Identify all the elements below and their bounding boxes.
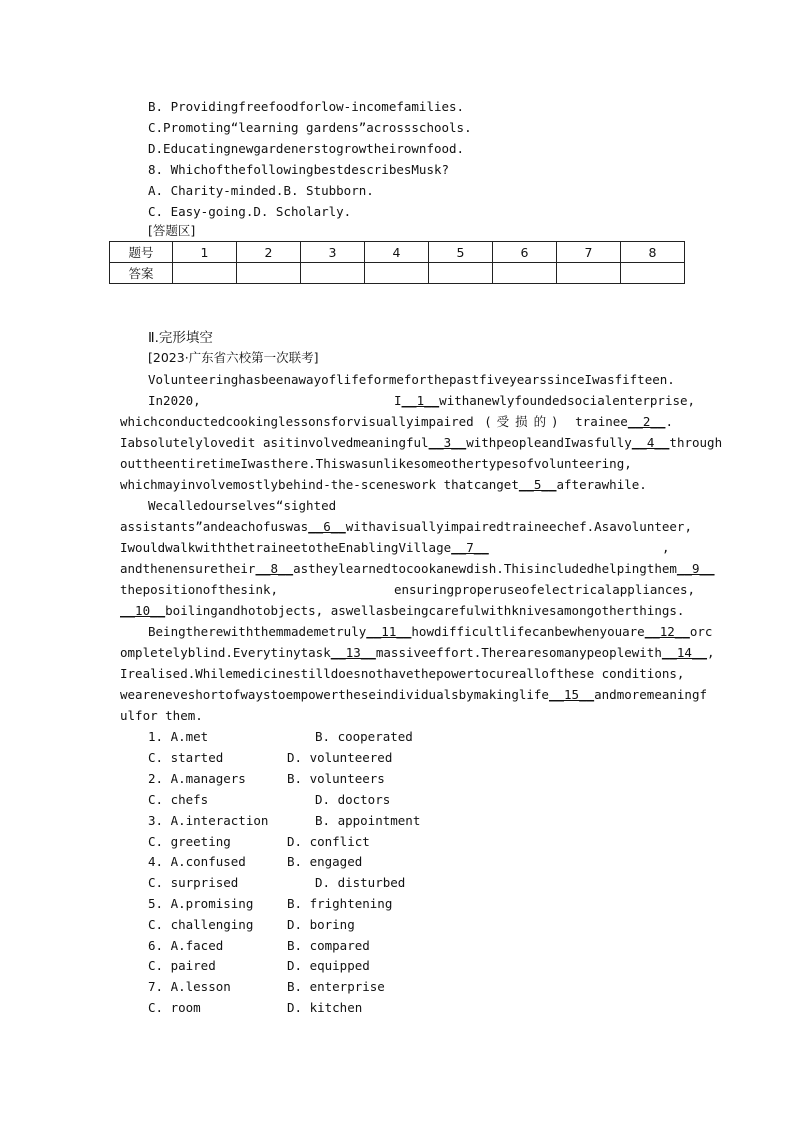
- blank-7: __7__: [451, 540, 489, 555]
- option-c: C. room: [148, 1000, 201, 1015]
- option-b: B. cooperated: [315, 729, 413, 744]
- passage-text: ,: [707, 645, 715, 660]
- option-a: 4. A.confused: [148, 854, 246, 869]
- option-a: 6. A.faced: [148, 938, 224, 953]
- option-d: D. boring: [287, 917, 355, 932]
- option-d: D. conflict: [287, 834, 370, 849]
- passage-line: In2020,: [148, 393, 201, 408]
- passage-line: [120, 413, 673, 431]
- passage-line: [120, 644, 715, 662]
- answer-cell[interactable]: [365, 263, 429, 284]
- option-d: D. equipped: [287, 958, 370, 973]
- passage-line: [120, 476, 647, 494]
- passage-text: trainee: [575, 414, 628, 429]
- answer-cell[interactable]: [621, 263, 685, 284]
- blank-6: __6__: [308, 519, 346, 534]
- passage-text: boilingandhotobjects, aswellasbeingcarefulwithknivesamongotherthings.: [165, 603, 685, 618]
- section-title: Ⅱ.完形填空: [148, 330, 213, 346]
- question-number-cell: 3: [301, 242, 365, 263]
- table-row: [110, 242, 685, 263]
- option-d: D. doctors: [315, 792, 391, 807]
- option-line: D.Educatingnewgardenerstogrowtheirownfood.: [148, 141, 465, 156]
- blank-1: __1__: [401, 393, 440, 408]
- blank-13: __13__: [330, 645, 376, 660]
- answer-table: [109, 241, 685, 284]
- option-b: B. enterprise: [287, 979, 385, 994]
- answer-cell[interactable]: [173, 263, 237, 284]
- option-line: A. Charity-minded.B. Stubborn.: [148, 183, 374, 198]
- blank-4: __4__: [631, 435, 670, 450]
- option-a: 7. A.lesson: [148, 979, 231, 994]
- blank-8: __8__: [255, 561, 294, 576]
- gloss-note: (受损的): [485, 414, 564, 429]
- passage-line: [120, 560, 715, 578]
- question-number-cell: 4: [365, 242, 429, 263]
- passage-text: orc: [689, 624, 713, 639]
- passage-text: withavisuallyimpairedtraineechef.Asavolunteer,: [345, 519, 692, 534]
- passage-text: howdifficultlifecanbewhenyouare: [411, 624, 645, 639]
- option-c: C. greeting: [148, 834, 231, 849]
- option-c: C. surprised: [148, 875, 239, 890]
- table-header-cell: 题号: [110, 242, 173, 263]
- passage-text: massiveeffort.Therearesomanypeoplewith: [375, 645, 662, 660]
- source-label: [2023·广东省六校第一次联考]: [148, 350, 319, 365]
- passage-text: I: [394, 393, 402, 408]
- option-a: 5. A.promising: [148, 896, 254, 911]
- question-number-cell: 8: [621, 242, 685, 263]
- answer-cell[interactable]: [429, 263, 493, 284]
- passage-text: astheylearnedtocookanewdish.Thisincludedhelpingthem: [293, 561, 677, 576]
- answer-area-label: [答题区]: [148, 223, 196, 238]
- option-a: 1. A.met: [148, 729, 209, 744]
- passage-line: [120, 518, 692, 536]
- option-c: C. started: [148, 750, 224, 765]
- question-number-cell: 2: [237, 242, 301, 263]
- passage-text: assistants”andeachofuswas: [120, 519, 309, 534]
- option-d: D. kitchen: [287, 1000, 363, 1015]
- question-line: 8. WhichofthefollowingbestdescribesMusk?: [148, 162, 450, 177]
- blank-14: __14__: [661, 645, 708, 660]
- blank-5: __5__: [518, 477, 557, 492]
- option-b: B. engaged: [287, 854, 363, 869]
- passage-text: withanewlyfoundedsocialenterprise,: [439, 393, 696, 408]
- passage-line: [120, 686, 707, 704]
- blank-3: __3__: [428, 435, 467, 450]
- passage-text: through: [669, 435, 723, 450]
- passage-text: Beingtherewiththemmademetruly: [148, 624, 367, 639]
- option-d: D. disturbed: [315, 875, 406, 890]
- option-b: B. frightening: [287, 896, 393, 911]
- passage-line: Wecalledourselves“sighted: [148, 498, 337, 513]
- table-row: [110, 263, 685, 284]
- option-line: C. Easy-going.D. Scholarly.: [148, 204, 352, 219]
- blank-2: __2__: [627, 414, 666, 429]
- passage-line: Irealised.Whilemedicinestilldoesnothavethepowertocureallofthese conditions,: [120, 666, 685, 681]
- passage-text: withpeopleandIwasfully: [466, 435, 632, 450]
- answer-cell[interactable]: [237, 263, 301, 284]
- passage-line: VolunteeringhasbeenawayoflifeformeforthepastfiveyearssinceIwasfifteen.: [148, 372, 675, 387]
- option-b: B. volunteers: [287, 771, 385, 786]
- blank-9: __9__: [676, 561, 715, 576]
- question-number-cell: 6: [493, 242, 557, 263]
- passage-line: [394, 392, 695, 410]
- question-number-cell: 5: [429, 242, 493, 263]
- passage-text: whichmayinvolvemostlybehind-the-sceneswork thatcanget: [120, 477, 519, 492]
- passage-line: ulfor them.: [120, 708, 203, 723]
- answer-cell[interactable]: [557, 263, 621, 284]
- passage-line: outtheentiretimeIwasthere.Thiswasunlikesomeothertypesofvolunteering,: [120, 456, 632, 471]
- passage-text: Iabsolutelylovedit asitinvolvedmeaningful: [120, 435, 429, 450]
- passage-line: [120, 539, 489, 557]
- option-c: C. challenging: [148, 917, 254, 932]
- blank-11: __11__: [366, 624, 412, 639]
- passage-line: [148, 623, 712, 641]
- answer-cell[interactable]: [301, 263, 365, 284]
- option-line: C.Promoting“learning gardens”acrossschools.: [148, 120, 472, 135]
- passage-line: thepositionofthesink,: [120, 582, 279, 597]
- option-b: B. compared: [287, 938, 370, 953]
- blank-10: __10__: [120, 603, 166, 618]
- question-number-cell: 7: [557, 242, 621, 263]
- option-c: C. paired: [148, 958, 216, 973]
- passage-text: .: [665, 414, 673, 429]
- option-d: D. volunteered: [287, 750, 393, 765]
- question-number-cell: 1: [173, 242, 237, 263]
- passage-text: andmoremeaningf: [594, 687, 708, 702]
- blank-12: __12__: [644, 624, 690, 639]
- table-header-cell: 答案: [110, 263, 173, 284]
- passage-text: ompletelyblind.Everytinytask: [120, 645, 331, 660]
- passage-line: [120, 434, 722, 452]
- option-a: 2. A.managers: [148, 771, 246, 786]
- option-c: C. chefs: [148, 792, 209, 807]
- passage-text: IwouldwalkwiththetraineetotheEnablingVillage: [120, 540, 452, 555]
- answer-cell[interactable]: [493, 263, 557, 284]
- passage-text: whichconductedcookinglessonsforvisuallyimpaired: [120, 414, 474, 429]
- passage-text: weareneveshortofwaystoempowertheseindividualsbymakinglife: [120, 687, 549, 702]
- option-b: B. appointment: [315, 813, 421, 828]
- passage-text: ,: [662, 540, 670, 555]
- passage-text: andthenensuretheir: [120, 561, 256, 576]
- passage-line: [120, 602, 684, 620]
- option-a: 3. A.interaction: [148, 813, 269, 828]
- option-line: B. Providingfreefoodforlow-incomefamilies.: [148, 99, 465, 114]
- passage-line: ensuringproperuseofelectricalappliances,: [394, 582, 696, 597]
- blank-15: __15__: [548, 687, 595, 702]
- passage-text: afterawhile.: [556, 477, 647, 492]
